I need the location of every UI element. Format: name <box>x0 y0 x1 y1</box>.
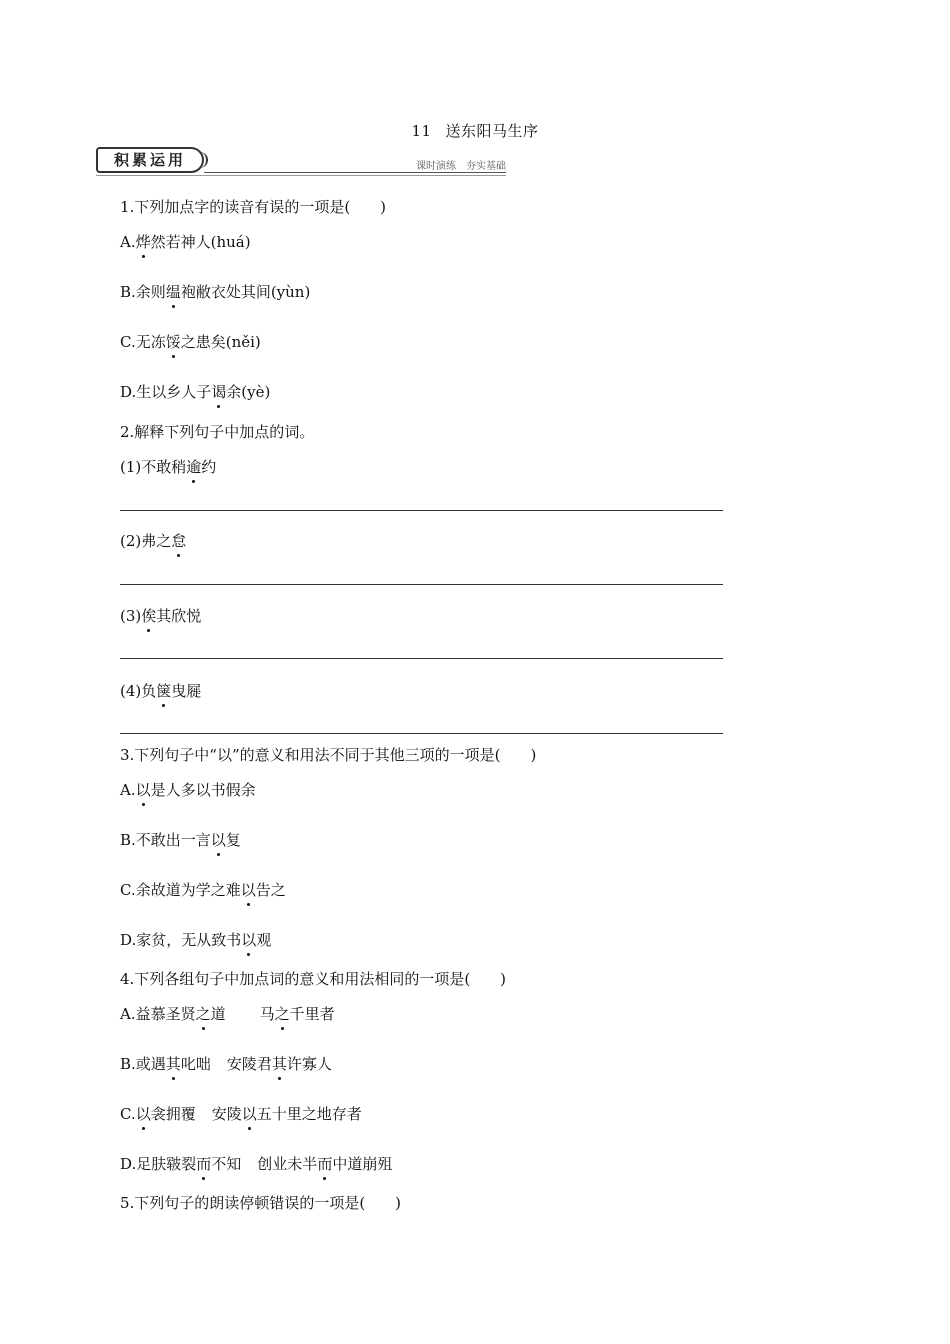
q4-stem: 4.下列各组句子中加点词的意义和用法相同的一项是( ) <box>120 970 507 988</box>
q1-option-a: A.烨然若神人(huá) <box>120 233 251 251</box>
q2-item-4: (4)负箧曳屣 <box>120 682 202 700</box>
answer-line-1[interactable] <box>120 510 723 511</box>
q2-item-2: (2)弗之怠 <box>120 532 187 550</box>
q1-stem: 1.下列加点字的读音有误的一项是( ) <box>120 198 387 216</box>
section-subtitle: 课时演练 夯实基础 <box>416 161 506 172</box>
emphasis-char: 谒 <box>211 383 227 401</box>
emphasis-char: 而 <box>196 1155 212 1173</box>
answer-line-3[interactable] <box>120 658 723 659</box>
banner-rule-thin <box>96 175 506 176</box>
q2-item-1: (1)不敢稍逾约 <box>120 458 217 476</box>
section-badge: 积累运用 <box>96 147 204 173</box>
q3-option-b: B.不敢出一言以复 <box>120 831 241 849</box>
emphasis-char: 以 <box>135 1105 151 1123</box>
emphasis-char: 俟 <box>141 607 157 625</box>
emphasis-char: 之 <box>195 1005 211 1023</box>
emphasis-char: 其 <box>165 1055 181 1073</box>
emphasis-char: 以 <box>135 781 151 799</box>
answer-line-2[interactable] <box>120 584 723 585</box>
banner-rule <box>204 172 506 173</box>
q3-option-d: D.家贫，无从致书以观 <box>120 931 272 949</box>
emphasis-char: 馁 <box>165 333 181 351</box>
q5-stem: 5.下列句子的朗读停顿错误的一项是( ) <box>120 1194 402 1212</box>
q3-option-c: C.余故道为学之难以告之 <box>120 881 286 899</box>
emphasis-char: 以 <box>240 881 256 899</box>
emphasis-char: 逾 <box>186 458 202 476</box>
emphasis-char: 箧 <box>156 682 172 700</box>
lesson-name: 送东阳马生序 <box>445 122 539 140</box>
emphasis-char: 烨 <box>135 233 151 251</box>
emphasis-char: 以 <box>241 931 257 949</box>
q4-option-a: A.益慕圣贤之道 马之千里者 <box>120 1005 335 1023</box>
emphasis-char: 以 <box>210 831 226 849</box>
q3-option-a: A.以是人多以书假余 <box>120 781 256 799</box>
emphasis-char: 之 <box>274 1005 290 1023</box>
q1-option-d: D.生以乡人子谒余(yè) <box>120 383 271 401</box>
q1-option-c: C.无冻馁之患矣(něi) <box>120 333 261 351</box>
q4-option-c: C.以衾拥覆 安陵以五十里之地存者 <box>120 1105 362 1123</box>
emphasis-char: 以 <box>241 1105 257 1123</box>
q4-option-d: D.足肤皲裂而不知 创业未半而中道崩殂 <box>120 1155 393 1173</box>
emphasis-char: 缊 <box>165 283 181 301</box>
q1-option-b: B.余则缊袍敝衣处其间(yùn) <box>120 283 311 301</box>
q3-stem: 3.下列句子中“以”的意义和用法不同于其他三项的一项是( ) <box>120 746 537 764</box>
emphasis-char: 其 <box>271 1055 287 1073</box>
q2-item-3: (3)俟其欣悦 <box>120 607 202 625</box>
answer-line-4[interactable] <box>120 733 723 734</box>
q2-stem: 2.解释下列句子中加点的词。 <box>120 423 315 441</box>
lesson-title <box>0 120 950 141</box>
emphasis-char: 而 <box>317 1155 333 1173</box>
q4-option-b: B.或遇其叱咄 安陵君其许寡人 <box>120 1055 332 1073</box>
section-banner <box>96 147 506 177</box>
emphasis-char: 怠 <box>171 532 187 550</box>
lesson-number: 11 <box>411 122 432 140</box>
